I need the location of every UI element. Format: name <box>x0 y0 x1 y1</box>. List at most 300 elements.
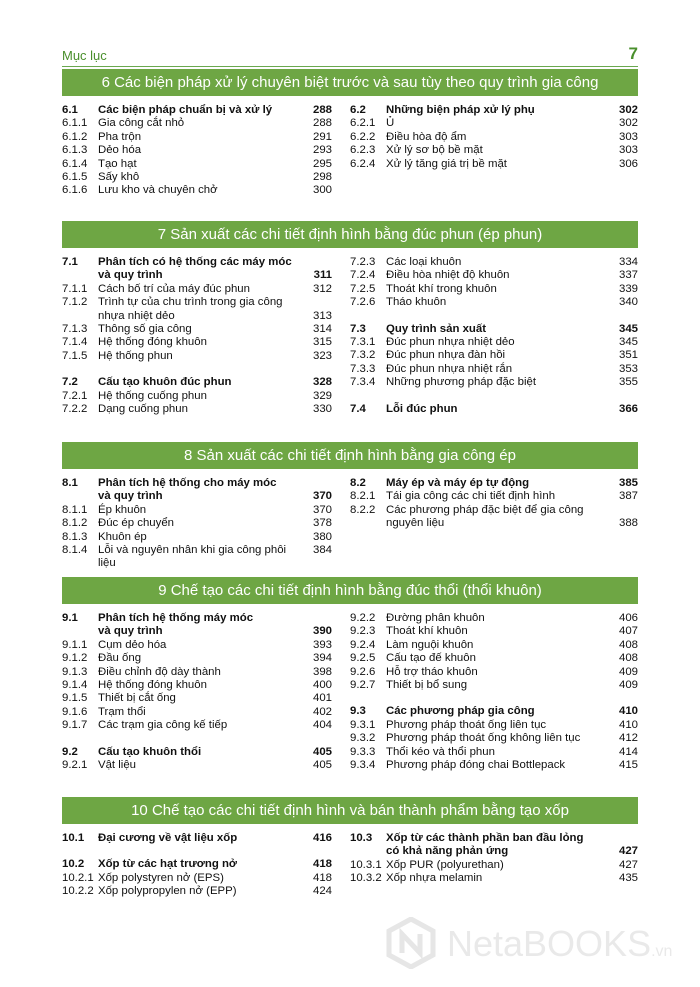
section-number: 7.3.1 <box>350 336 376 349</box>
page-ref: 385 <box>618 477 638 489</box>
page-header <box>62 44 638 67</box>
toc-subsection-entry[interactable] <box>350 158 638 171</box>
page-ref: 328 <box>312 376 332 389</box>
toc-subsection-entry[interactable] <box>350 504 638 517</box>
toc-subsection-entry[interactable] <box>350 376 638 389</box>
section-number <box>62 490 98 503</box>
page-ref: 355 <box>618 376 638 389</box>
toc-subsection-entry[interactable] <box>350 256 638 269</box>
section-title: Những biện pháp xử lý phụ <box>386 104 535 116</box>
toc-subsection-entry[interactable] <box>62 544 332 571</box>
section-number: 6.1.5 <box>62 171 88 184</box>
section-title: Điều hòa nhiệt độ khuôn <box>386 269 510 282</box>
section-title: Dẻo hóa <box>98 144 142 157</box>
section-title: Cụm dẻo hóa <box>98 638 167 651</box>
page-ref <box>610 832 638 845</box>
section-number: 6.1.4 <box>62 157 88 170</box>
section-number: 7.2.4 <box>350 269 376 282</box>
section-title: Ủ <box>386 117 395 130</box>
toc-subsection-entry[interactable] <box>350 363 638 376</box>
section-title: Đúc ép chuyển <box>98 517 174 530</box>
page-ref: 378 <box>312 517 332 530</box>
section-title: và quy trình <box>98 625 163 638</box>
spacer <box>62 733 332 746</box>
toc-subsection-entry[interactable] <box>350 283 638 296</box>
section-number <box>62 269 98 282</box>
toc-subsection-entry[interactable] <box>350 732 638 745</box>
section-title: Xốp từ các thành phần ban đầu lỏng <box>386 832 584 844</box>
toc-subsection-entry[interactable] <box>62 885 332 898</box>
toc-subsection-entry[interactable] <box>350 652 638 665</box>
page-number: 7 <box>628 44 638 63</box>
section-number: 8.2.1 <box>350 490 376 503</box>
section-title: Thiết bị cắt ống <box>98 692 176 705</box>
page-ref: 330 <box>312 403 332 416</box>
page-ref: 393 <box>312 638 332 651</box>
page-ref: 345 <box>618 322 638 335</box>
toc-subsection-entry[interactable] <box>62 310 332 323</box>
toc-section-entry[interactable] <box>350 323 638 336</box>
toc-subsection-entry[interactable] <box>62 531 332 544</box>
toc-subsection-entry[interactable] <box>350 349 638 362</box>
section-number: 6.1.6 <box>62 184 88 197</box>
toc-column-right <box>350 832 638 899</box>
toc-section-entry[interactable] <box>62 858 332 871</box>
toc-columns <box>62 832 638 899</box>
page-ref: 384 <box>312 544 332 557</box>
section-title: và quy trình <box>98 490 163 503</box>
section-number: 9.2.6 <box>350 665 376 678</box>
page-ref: 339 <box>618 282 638 295</box>
toc-subsection-entry[interactable] <box>62 706 332 719</box>
section-title: có khả năng phản ứng <box>386 845 509 858</box>
section-number <box>350 845 386 858</box>
toc-column-right <box>350 104 638 198</box>
page-ref: 329 <box>312 389 332 402</box>
toc-column-right <box>350 612 638 772</box>
section-number: 7.1.5 <box>62 349 88 362</box>
toc-section-entry[interactable] <box>62 490 332 503</box>
section-title: Đường phân khuôn <box>386 612 485 624</box>
section-number: 7.3.2 <box>350 349 376 362</box>
toc-subsection-entry[interactable] <box>62 171 332 184</box>
toc-section-entry[interactable] <box>62 376 332 389</box>
toc-subsection-entry[interactable] <box>350 679 638 692</box>
page-ref: 409 <box>618 679 638 692</box>
page-ref: 406 <box>618 612 638 624</box>
page-ref: 402 <box>312 705 332 718</box>
toc-subsection-entry[interactable] <box>62 296 332 309</box>
page-ref: 288 <box>312 104 332 116</box>
section-title: Cấu tạo đế khuôn <box>386 652 476 665</box>
page-ref: 366 <box>618 402 638 415</box>
netabooks-logo-icon <box>385 917 437 969</box>
page-ref: 312 <box>312 282 332 295</box>
page-ref: 306 <box>618 157 638 170</box>
section-number: 9.3 <box>350 705 366 718</box>
toc-subsection-entry[interactable] <box>350 336 638 349</box>
section-title: Tái gia công các chi tiết định hình <box>386 490 556 503</box>
page-ref: 418 <box>312 871 332 884</box>
toc-section-entry[interactable] <box>350 705 638 718</box>
section-title: nhựa nhiệt dẻo <box>98 309 175 322</box>
section-number: 6.2.3 <box>350 144 376 157</box>
toc-subsection-entry[interactable] <box>62 759 332 772</box>
toc-subsection-entry[interactable] <box>350 872 638 885</box>
toc-column-left <box>62 104 350 198</box>
page-ref: 302 <box>618 117 638 130</box>
page-ref: 415 <box>618 759 638 772</box>
section-title: Các loại khuôn <box>386 256 462 268</box>
toc-subsection-entry[interactable] <box>62 719 332 732</box>
page-ref: 353 <box>618 362 638 375</box>
section-number: 9.1.7 <box>62 719 88 732</box>
page-ref: 293 <box>312 144 332 157</box>
section-number: 9.2.3 <box>350 625 376 638</box>
toc-subsection-entry[interactable] <box>62 679 332 692</box>
page-ref: 405 <box>312 745 332 758</box>
section-title: Các phương pháp gia công <box>386 705 535 718</box>
watermark-text <box>447 923 672 965</box>
toc-subsection-entry[interactable] <box>62 131 332 144</box>
toc-subsection-entry[interactable] <box>62 283 332 296</box>
section-number: 7.2 <box>62 376 78 389</box>
section-number: 6.2.1 <box>350 117 376 130</box>
section-number: 10.2.1 <box>62 871 94 884</box>
section-number: 10.2.2 <box>62 885 94 898</box>
page-ref: 303 <box>618 130 638 143</box>
section-number: 8.1.1 <box>62 503 88 516</box>
chapter-7 <box>62 221 638 416</box>
toc-subsection-entry[interactable] <box>350 719 638 732</box>
section-number: 7.4 <box>350 402 366 415</box>
toc-column-left <box>62 256 350 416</box>
spacer <box>350 390 638 403</box>
section-title: Phân tích có hệ thống các máy móc <box>98 256 292 268</box>
toc-subsection-entry[interactable] <box>350 746 638 759</box>
section-title: Các biện pháp chuẩn bị và xử lý <box>98 104 273 116</box>
section-title: Pha trộn <box>98 130 142 143</box>
section-number: 9.2.2 <box>350 612 376 624</box>
section-title: Hệ thống cuống phun <box>98 389 207 402</box>
toc-subsection-entry[interactable] <box>62 184 332 197</box>
toc-subsection-entry[interactable] <box>62 403 332 416</box>
chapter-title-bar: 8 Sản xuất các chi tiết định hình bằng gia công ép <box>62 442 638 469</box>
section-title: Xử lý tăng giá trị bề mặt <box>386 157 507 170</box>
section-title: Sấy khô <box>98 171 140 184</box>
toc-subsection-entry[interactable] <box>350 296 638 309</box>
page-ref: 300 <box>312 184 332 197</box>
toc-section-entry[interactable] <box>350 477 638 490</box>
section-title: Lưu kho và chuyên chở <box>98 184 218 197</box>
section-number: 10.3.1 <box>350 858 382 871</box>
watermark-suffix: .vn <box>651 943 673 960</box>
toc-subsection-entry[interactable] <box>62 652 332 665</box>
section-number: 9.2.1 <box>62 759 88 772</box>
section-number <box>62 625 98 638</box>
page-ref: 416 <box>312 832 332 844</box>
section-number: 6.2 <box>350 104 366 116</box>
toc-subsection-entry[interactable] <box>350 131 638 144</box>
section-title: Tháo khuôn <box>386 296 447 309</box>
toc-column-right <box>350 256 638 416</box>
page-ref: 404 <box>312 719 332 732</box>
toc-subsection-entry[interactable] <box>62 666 332 679</box>
section-number: 7.1 <box>62 256 78 268</box>
chapter-8 <box>62 442 638 571</box>
toc-subsection-entry[interactable] <box>62 639 332 652</box>
section-number: 10.3 <box>350 832 373 844</box>
chapter-title-bar: 10 Chế tạo các chi tiết định hình và bán thành phẩm bằng tạo xốp <box>62 797 638 824</box>
chapter-10 <box>62 797 638 899</box>
page-ref: 295 <box>312 157 332 170</box>
section-number: 9.1.2 <box>62 652 88 665</box>
toc-subsection-entry[interactable] <box>350 144 638 157</box>
section-title: Thông số gia công <box>98 323 192 336</box>
toc-section-entry[interactable] <box>62 477 332 490</box>
section-title: Đúc phun nhựa nhiệt dẻo <box>386 336 515 349</box>
section-title: Xử lý sơ bộ bề mặt <box>386 144 483 157</box>
section-title: Phương pháp thoát ống liên tục <box>386 718 547 731</box>
toc-column-right <box>350 477 638 571</box>
toc-section-entry[interactable] <box>62 612 332 625</box>
watermark-brand: NetaBOOKS <box>447 923 652 964</box>
section-number: 7.2.2 <box>62 403 88 416</box>
page-ref: 408 <box>618 638 638 651</box>
page-ref: 410 <box>618 718 638 731</box>
page-ref: 291 <box>312 130 332 143</box>
section-number: 9.2 <box>62 745 78 758</box>
page-ref: 302 <box>618 104 638 116</box>
page-ref: 303 <box>618 144 638 157</box>
section-title: Xốp nhựa melamin <box>386 872 483 885</box>
toc-columns <box>62 612 638 772</box>
toc-subsection-entry[interactable] <box>350 666 638 679</box>
section-number: 7.3 <box>350 322 366 335</box>
section-title: Khuôn ép <box>98 530 147 543</box>
page-ref <box>304 477 332 490</box>
chapter-9 <box>62 577 638 772</box>
watermark-logo <box>385 915 685 975</box>
toc-subsection-entry[interactable] <box>62 390 332 403</box>
toc-subsection-entry[interactable] <box>350 639 638 652</box>
section-title: Những phương pháp đặc biệt <box>386 376 537 389</box>
section-number: 7.1.4 <box>62 336 88 349</box>
section-title: Tạo hạt <box>98 157 137 170</box>
section-title: Hệ thống đóng khuôn <box>98 336 207 349</box>
chapter-title-bar: 9 Chế tạo các chi tiết định hình bằng đúc thổi (thổi khuôn) <box>62 577 638 604</box>
section-title: Trình tự của chu trình trong gia công <box>98 296 283 309</box>
page-ref: 315 <box>312 336 332 349</box>
section-number: 6.2.4 <box>350 157 376 170</box>
toc-subsection-entry[interactable] <box>350 759 638 772</box>
toc-columns <box>62 104 638 198</box>
page-ref: 288 <box>312 117 332 130</box>
section-title: Thoát khí khuôn <box>386 625 468 638</box>
section-title: Cấu tạo khuôn thổi <box>98 745 202 758</box>
section-title: Ép khuôn <box>98 503 147 516</box>
section-title: Hỗ trợ tháo khuôn <box>386 665 478 678</box>
section-title: Lỗi và nguyên nhân khi gia công phôi liệu <box>98 544 287 570</box>
toc-subsection-entry[interactable] <box>350 490 638 503</box>
section-number: 6.1.3 <box>62 144 88 157</box>
section-number: 9.1 <box>62 612 78 624</box>
toc-subsection-entry[interactable] <box>62 517 332 530</box>
chapter-6 <box>62 69 638 198</box>
section-number: 8.1.2 <box>62 517 88 530</box>
section-title: Gia công cắt nhỏ <box>98 117 185 130</box>
spacer <box>350 692 638 705</box>
toc-columns <box>62 256 638 416</box>
section-number: 7.2.6 <box>350 296 376 309</box>
page-ref: 410 <box>618 705 638 718</box>
section-title: Điều chỉnh độ dày thành <box>98 665 221 678</box>
page-ref: 351 <box>618 349 638 362</box>
toc-section-entry[interactable] <box>62 104 332 117</box>
toc-subsection-entry[interactable] <box>62 504 332 517</box>
section-title: Quy trình sản xuất <box>386 322 487 335</box>
page-ref: 380 <box>312 530 332 543</box>
toc-section-entry[interactable] <box>350 832 638 845</box>
section-number: 7.1.1 <box>62 282 88 295</box>
section-number: 7.1.2 <box>62 296 88 309</box>
chapter-title-bar: 7 Sản xuất các chi tiết định hình bằng đúc phun (ép phun) <box>62 221 638 248</box>
section-number: 9.2.5 <box>350 652 376 665</box>
toc-subsection-entry[interactable] <box>350 859 638 872</box>
toc-subsection-entry[interactable] <box>350 517 638 530</box>
section-number: 6.2.2 <box>350 130 376 143</box>
toc-subsection-entry[interactable] <box>62 872 332 885</box>
page-ref: 405 <box>312 759 332 772</box>
section-title: Phương pháp đóng chai Bottlepack <box>386 759 566 772</box>
section-number: 7.1.3 <box>62 323 88 336</box>
toc-section-entry[interactable] <box>62 625 332 638</box>
section-title: Làm nguội khuôn <box>386 638 474 651</box>
section-title: Xốp PUR (polyurethan) <box>386 858 504 871</box>
page-ref: 409 <box>618 665 638 678</box>
section-number: 8.2.2 <box>350 503 376 516</box>
section-number: 9.3.2 <box>350 732 376 745</box>
page-ref: 313 <box>312 309 332 322</box>
section-title: và quy trình <box>98 269 163 282</box>
section-number: 10.1 <box>62 832 85 844</box>
spacer <box>62 363 332 376</box>
toc-column-left <box>62 832 350 899</box>
page-ref: 298 <box>312 171 332 184</box>
page-ref: 340 <box>618 296 638 309</box>
section-title: Thiết bị bổ sung <box>386 679 468 692</box>
toc-subsection-entry[interactable] <box>62 692 332 705</box>
toc-subsection-entry[interactable] <box>350 625 638 638</box>
section-title: Phân tích hệ thống máy móc <box>98 612 254 624</box>
section-title: Dạng cuống phun <box>98 403 188 416</box>
section-title: Thoát khí trong khuôn <box>386 282 497 295</box>
page-ref: 427 <box>618 845 638 858</box>
toc-section-entry[interactable] <box>350 403 638 416</box>
page-ref: 427 <box>618 858 638 871</box>
toc-subsection-entry[interactable] <box>62 158 332 171</box>
page-ref: 314 <box>312 323 332 336</box>
toc-section-entry[interactable] <box>62 746 332 759</box>
section-number: 9.1.6 <box>62 705 88 718</box>
toc-section-entry[interactable] <box>62 832 332 845</box>
section-title: Các trạm gia công kế tiếp <box>98 719 228 732</box>
page-ref: 311 <box>313 269 332 282</box>
toc-subsection-entry[interactable] <box>62 144 332 157</box>
page-ref <box>610 504 638 517</box>
toc-section-entry[interactable] <box>350 104 638 117</box>
section-number: 8.1 <box>62 477 78 489</box>
header-title: Mục lục <box>62 48 107 63</box>
section-number: 10.2 <box>62 858 85 871</box>
section-number: 9.3.4 <box>350 759 376 772</box>
section-title: Hệ thống đóng khuôn <box>98 679 207 692</box>
section-number: 8.1.4 <box>62 544 88 557</box>
section-title: Phân tích hệ thống cho máy móc <box>98 477 277 489</box>
page-ref: 370 <box>312 490 332 503</box>
section-title: Đúc phun nhựa đàn hồi <box>386 349 506 362</box>
page-ref: 400 <box>312 679 332 692</box>
toc-subsection-entry[interactable] <box>62 350 332 363</box>
page-ref: 398 <box>312 665 332 678</box>
section-title: Các phương pháp đặc biệt để gia công <box>386 503 584 516</box>
page-ref: 345 <box>618 336 638 349</box>
section-number: 7.2.1 <box>62 389 88 402</box>
section-number: 6.1.1 <box>62 117 88 130</box>
section-title: Trạm thổi <box>98 705 146 718</box>
section-number: 9.2.7 <box>350 679 376 692</box>
section-number: 9.3.1 <box>350 718 376 731</box>
page-ref: 424 <box>312 885 332 898</box>
section-number: 8.1.3 <box>62 530 88 543</box>
section-title: Đầu ống <box>98 652 142 665</box>
page-ref: 387 <box>618 490 638 503</box>
toc-section-entry[interactable] <box>62 269 332 282</box>
section-title: Xốp polypropylen nở (EPP) <box>98 885 237 898</box>
section-number: 7.2.3 <box>350 256 376 268</box>
toc-subsection-entry[interactable] <box>62 323 332 336</box>
toc-subsection-entry[interactable] <box>62 117 332 130</box>
section-title: Lỗi đúc phun <box>386 402 458 415</box>
section-number: 6.1.2 <box>62 130 88 143</box>
section-title: Phương pháp thoát ống không liên tục <box>386 732 581 745</box>
section-title: Hệ thống phun <box>98 349 173 362</box>
toc-subsection-entry[interactable] <box>62 336 332 349</box>
section-number: 7.3.3 <box>350 362 376 375</box>
section-title: Điều hòa độ ẩm <box>386 130 467 143</box>
section-number: 8.2 <box>350 477 366 489</box>
spacer <box>350 310 638 323</box>
page-ref: 323 <box>312 349 332 362</box>
page-ref: 414 <box>618 745 638 758</box>
toc-subsection-entry[interactable] <box>350 612 638 625</box>
section-title: nguyên liệu <box>386 517 445 530</box>
section-title: Vật liệu <box>98 759 136 772</box>
toc-section-entry[interactable] <box>350 845 638 858</box>
page-ref <box>304 256 332 269</box>
page-ref: 412 <box>618 732 638 745</box>
section-number: 10.3.2 <box>350 872 382 885</box>
toc-subsection-entry[interactable] <box>350 117 638 130</box>
toc-section-entry[interactable] <box>62 256 332 269</box>
page-ref: 337 <box>618 269 638 282</box>
page-ref: 418 <box>312 858 332 871</box>
toc-subsection-entry[interactable] <box>350 269 638 282</box>
section-title: Thổi kéo và thổi phun <box>386 745 495 758</box>
page-ref: 408 <box>618 652 638 665</box>
section-title: Đúc phun nhựa nhiệt rắn <box>386 362 513 375</box>
page-ref: 388 <box>618 517 638 530</box>
